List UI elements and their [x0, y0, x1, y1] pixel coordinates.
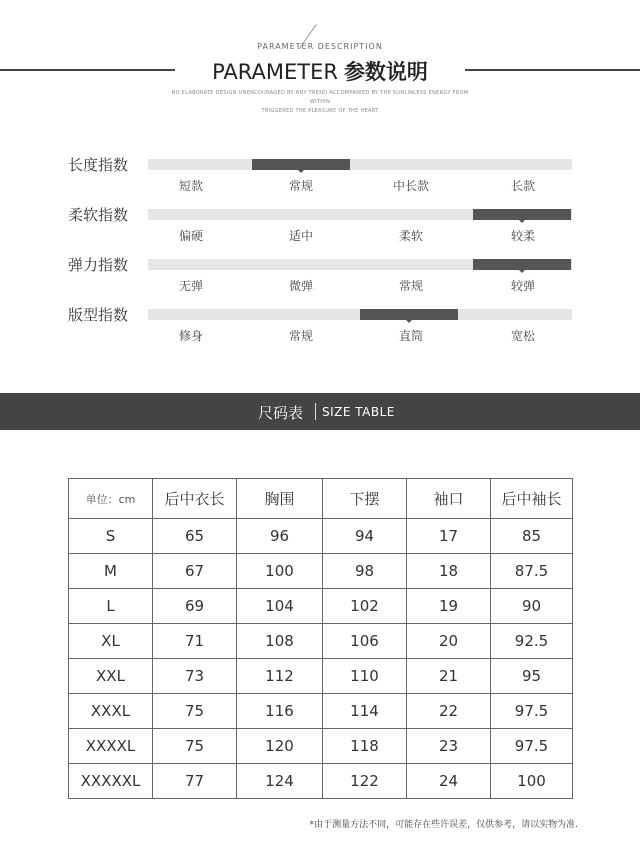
parameter-label: 长度指数	[68, 156, 129, 174]
column-header: 后中衣长	[153, 479, 237, 519]
parameter-option: 宽松	[510, 329, 535, 343]
table-cell: 22	[407, 694, 491, 729]
parameter-option: 常规	[398, 279, 423, 293]
page-title	[0, 56, 640, 86]
table-cell: 122	[323, 764, 407, 799]
parameter-row	[0, 150, 640, 193]
parameter-selected-marker	[360, 309, 458, 320]
parameter-option: 较柔	[510, 229, 535, 243]
table-cell: 77	[153, 764, 237, 799]
table-cell: 65	[153, 519, 237, 554]
column-header: 后中袖长	[491, 479, 573, 519]
table-row	[69, 589, 573, 624]
table-row	[69, 729, 573, 764]
parameter-option: 短款	[178, 179, 203, 193]
parameter-row	[0, 200, 640, 243]
table-cell: 104	[237, 589, 323, 624]
table-cell: 120	[237, 729, 323, 764]
column-header: 胸围	[237, 479, 323, 519]
table-cell: 97.5	[491, 729, 573, 764]
table-cell: 87.5	[491, 554, 573, 589]
header-subtitle	[170, 89, 470, 116]
table-cell: 67	[153, 554, 237, 589]
table-cell: 95	[491, 659, 573, 694]
table-cell: 110	[323, 659, 407, 694]
table-cell: 102	[323, 589, 407, 624]
table-cell: 97.5	[491, 694, 573, 729]
parameter-option: 直筒	[398, 329, 423, 343]
table-cell: 118	[323, 729, 407, 764]
table-cell: 100	[237, 554, 323, 589]
size-label-cell: XXXXL	[69, 729, 153, 764]
size-label-cell: L	[69, 589, 153, 624]
size-label-cell: M	[69, 554, 153, 589]
table-cell: 20	[407, 624, 491, 659]
table-row	[69, 624, 573, 659]
parameter-label: 弹力指数	[68, 256, 129, 274]
parameter-option: 偏硬	[178, 229, 203, 243]
parameter-row	[0, 250, 640, 293]
parameter-scale-bar	[148, 309, 572, 320]
table-cell: 24	[407, 764, 491, 799]
parameter-selected-marker	[473, 259, 571, 270]
size-label-cell: S	[69, 519, 153, 554]
parameter-label: 柔软指数	[68, 206, 129, 224]
table-cell: 108	[237, 624, 323, 659]
table-cell: 75	[153, 694, 237, 729]
parameter-option: 较弹	[510, 279, 535, 293]
parameter-header	[0, 0, 640, 120]
column-header: 下摆	[323, 479, 407, 519]
size-table	[68, 478, 573, 799]
table-cell: 90	[491, 589, 573, 624]
parameter-row	[0, 300, 640, 343]
parameter-selected-marker	[252, 159, 350, 170]
table-cell: 18	[407, 554, 491, 589]
parameter-option: 长款	[510, 179, 535, 193]
table-cell: 112	[237, 659, 323, 694]
parameter-option: 常规	[288, 329, 313, 343]
table-cell: 100	[491, 764, 573, 799]
size-label-cell: XL	[69, 624, 153, 659]
parameter-option: 适中	[288, 229, 313, 243]
header-subtitle-line-2: TRIGGERED THE PLEASURE OF THE HEART	[261, 108, 379, 114]
table-row	[69, 694, 573, 729]
parameter-scale-bar	[148, 159, 572, 170]
table-cell: 85	[491, 519, 573, 554]
table-cell: 73	[153, 659, 237, 694]
table-cell: 96	[237, 519, 323, 554]
parameter-option: 无弹	[178, 279, 203, 293]
table-cell: 124	[237, 764, 323, 799]
banner-divider	[315, 403, 316, 420]
table-cell: 94	[323, 519, 407, 554]
table-row	[69, 519, 573, 554]
table-cell: 92.5	[491, 624, 573, 659]
table-cell: 75	[153, 729, 237, 764]
parameter-option: 柔软	[398, 229, 423, 243]
table-row	[69, 659, 573, 694]
parameter-option: 中长款	[392, 179, 429, 193]
parameter-option: 修身	[178, 329, 203, 343]
column-header: 袖口	[407, 479, 491, 519]
page-title-en: PARAMETER	[212, 60, 338, 84]
parameter-scale-bar	[148, 259, 572, 270]
table-cell: 17	[407, 519, 491, 554]
table-cell: 23	[407, 729, 491, 764]
size-label-cell: XXXXXL	[69, 764, 153, 799]
table-row	[69, 764, 573, 799]
size-table-banner	[0, 393, 640, 430]
measurement-note: *由于测量方法不同，可能存在些许误差，仅供参考，请以实物为准.	[309, 820, 578, 830]
header-subtitle-line-1: NO ELABORATE DESIGN UNENCOURAGED BY ANY TREND ACCOMPANIED BY THE SUNLINLESS ENERGY FROM WITHIN	[171, 90, 469, 105]
unit-label: 单位：cm	[69, 479, 153, 519]
table-row	[69, 554, 573, 589]
parameter-option: 微弹	[288, 279, 313, 293]
table-cell: 69	[153, 589, 237, 624]
table-cell: 71	[153, 624, 237, 659]
parameter-selected-marker	[473, 209, 571, 220]
table-cell: 106	[323, 624, 407, 659]
table-cell: 114	[323, 694, 407, 729]
size-label-cell: XXL	[69, 659, 153, 694]
table-cell: 19	[407, 589, 491, 624]
parameter-scale-bar	[148, 209, 572, 220]
table-cell: 21	[407, 659, 491, 694]
size-table-title-cn: 尺码表	[258, 404, 304, 422]
table-cell: 116	[237, 694, 323, 729]
size-label-cell: XXXL	[69, 694, 153, 729]
table-cell: 98	[323, 554, 407, 589]
page-title-cn: 参数说明	[343, 60, 428, 84]
parameter-label: 版型指数	[68, 306, 129, 324]
parameter-option: 常规	[288, 179, 313, 193]
size-table-title-en: SIZE TABLE	[322, 405, 395, 419]
header-small-caption: PARAMETER DESCRIPTION	[257, 42, 383, 51]
table-header-row	[69, 479, 573, 519]
